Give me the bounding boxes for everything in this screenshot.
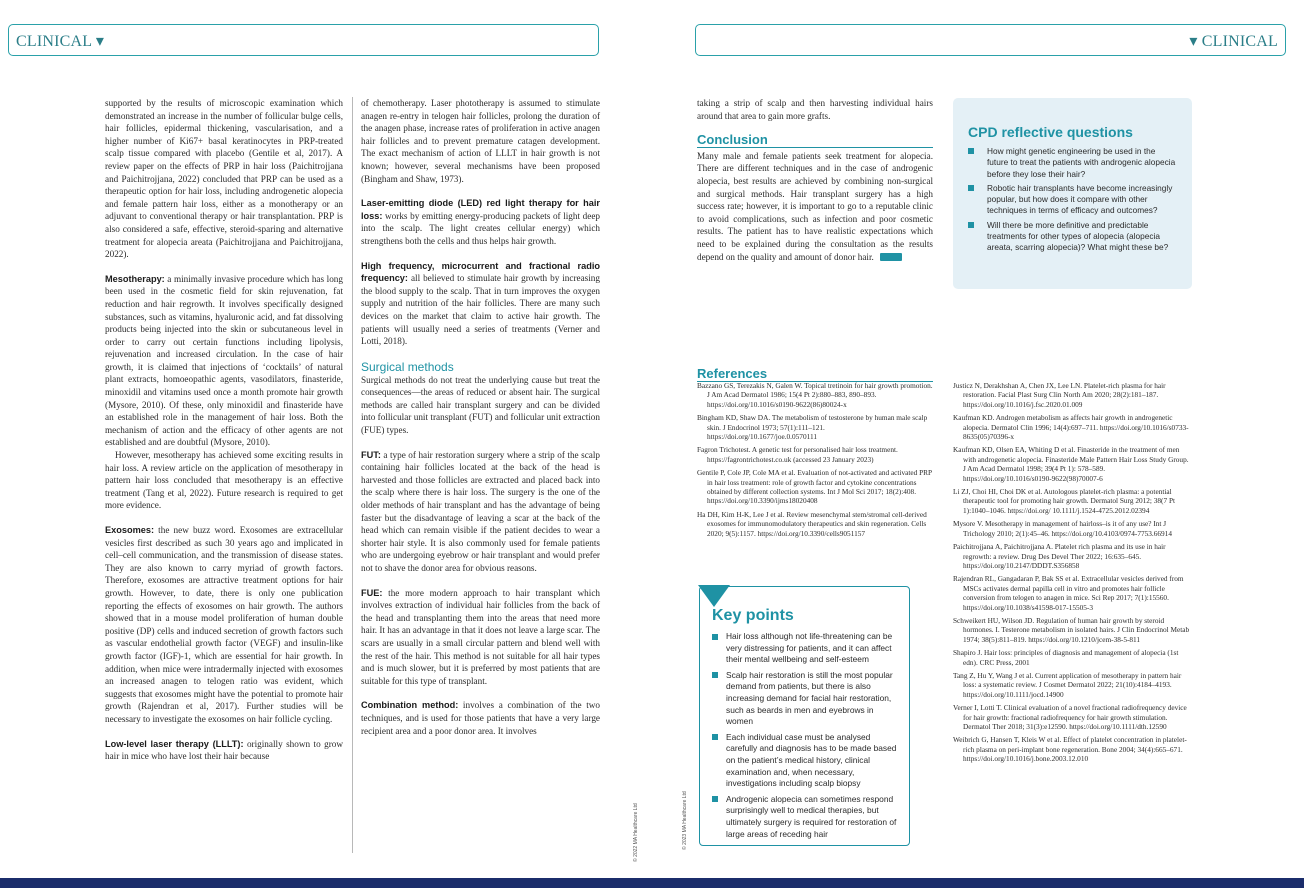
square-bullet-icon [968, 148, 974, 154]
exosomes-text: the new buzz word. Exosomes are extracellular vesicles first described as such 30 years ago and implicated in cell–cell communication, and the transmission of disease states. They are also known to carry myriad of growth factors. Therefore, exosomes are attractive treatment options for hair growth. However, to date, there is only one publication reporting the effects of exosomes on hair growth. The authors showed that in a mouse model proliferation of human double positive (DP) cells and induced secretion of growth factors such as vascular endothelial growth factor (VEGF) and insulin-like growth factor (IGF)-1, which are essential for hair growth. In addition, when mice were intradermally injected with exosomes an increased anagen to telogen ratio was evident, which suggests that exosomes might have the potential to promote hair growth (Rajendran et al, 2017). Further studies will be necessary to investigate the exosomes on hair follicle cycling. [105, 525, 343, 724]
reference-item: Tang Z, Hu Y, Wang J et al. Current application of mesotherapy in pattern hair loss: a systematic review. J Cosmet Dermatol 2022; 21(10):4184–4193. https://doi.org/10.1111/jocd.14900 [953, 670, 1182, 699]
reference-item: Kaufman KD, Olsen EA, Whiting D et al. Finasteride in the treatment of men with androgenetic alopecia. Finasteride Male Pattern Hair Loss Study Group. J Am Acad Dermatol 1998; 39(4 Pt 1): 578–589. https://doi.org/10.1016/s0190-9622(98)70007-6 [953, 445, 1189, 483]
fut-text: a type of hair restoration surgery where a strip of the scalp containing hair follicles located at the back of the head is harvested and those follicles are extracted and placed back into the scalp where there is hair loss. The surgery is the one of the older methods of hair transplant and has the advantage of being faster but the disadvantage of leaving a scar at the back of the head which can remain visible if the patient decides to wear a shorter hair style. It is also commonly used for female patients who are undergoing eyebrow or hair transplant and would prefer not to shave the donor area for obvious reasons. [361, 449, 600, 573]
square-bullet-icon [968, 222, 974, 228]
mesotherapy-text: a minimally invasive procedure which has long been used in the cosmetic field for skin rejuvenation, fat reduction and hair regrowth. It involves specifically designed substances, such as vitamins, hyaluronic acid, and fat dissolving products being injected into the skin or subcutaneous level in order to carry out certain functions including lipolysis, rejuvenation and increased circulation. In the case of hair growth, it is claimed that injections of ‘cocktails’ of natural plant extracts, homoeopathic agents, vasodilators, finasteride, minoxidil and vitamins used once a month promote hair growth (Mysore, 2010). Of these, only minoxidil and finasteride have an established role in the management of hair loss. Both the mechanism of action and the efficacy of other agents are not established and are doubtful (Mysore, 2010). [105, 273, 343, 448]
reference-item: Rajendran RL, Gangadaran P, Bak SS et al. Extracellular vesicles derived from MSCs activates dermal papilla cell in vitro and promotes hair follicle conversion from telogen to anagen in mice. Sci Rep 2017; 7(1):15560. https://doi.org/10.1038/s41598-017-15505-3 [953, 574, 1184, 612]
paragraph-lllt [105, 738, 343, 763]
heading-surgical-methods: Surgical methods [361, 359, 454, 374]
heading-conclusion: Conclusion [697, 134, 933, 148]
square-bullet-icon [712, 672, 718, 678]
column-divider [352, 97, 353, 853]
reference-item: Paichitrojjana A, Paichitrojjana A. Platelet rich plasma and its use in hair regrowth: a review. Drug Des Devel Ther 2022; 16:635–645. https://doi.org/10.2147/DDDT.S356858 [953, 542, 1166, 570]
heading-high-frequency: High frequency, microcurrent and fractional radio frequency: [361, 260, 600, 284]
cpd-reflective-questions-box [953, 98, 1192, 289]
paragraph-exosomes [105, 524, 343, 726]
heading-fut: FUT: [361, 449, 381, 460]
key-points-triangle-icon [698, 585, 730, 607]
key-points-list [712, 631, 901, 840]
cpd-question: Will there be more definitive and predictable treatments for other types of alopecia (alopecia areata, scarring alopecia)? What might these be? [968, 220, 1178, 254]
lllt-text: originally shown to grow hair in mice who have lost their hair because [105, 738, 343, 762]
reference-item: Kaufman KD. Androgen metabolism as affects hair growth in androgenetic alopecia. Dermatol Clin 1996; 14(4):697–711. https://doi.org/10.1016/s0733-8635(05)70396-x [953, 413, 1189, 442]
heading-exosomes: Exosomes: [105, 525, 155, 535]
heading-lllt: Low-level laser therapy (LLLT): [105, 738, 244, 749]
paragraph-fut [361, 449, 600, 575]
references-right-column [953, 381, 1192, 768]
key-points-box [699, 586, 910, 846]
paragraph-prp: supported by the results of microscopic examination which demonstrated an increase in the number of follicular bulge cells, hair follicles, epidermal thickening, vascularisation, and a higher number of Ki67+ basal keratinocytes in PRP-treated scalp tissue compared with placebo (Gentile et al, 2017). A review paper on the effects of PRP in hair loss (Paichitrojjana and Paichitrojjana, 2022) concluded that PRP can be used as a therapeutic option for hair loss, including androgenetic alopecia and female pattern hair loss, either as a monotherapy or an adjuvant to conventional therapy or hair transplantation. PRP is also considered a safe, effective, steroid-sparing and alternative treatment for alopecia areata (Paichitrojjana and Paichitrojjana, 2022). [105, 98, 343, 260]
heading-mesotherapy: Mesotherapy: [105, 273, 165, 284]
copyright-notice-left: © 2022 MA Healthcare Ltd [633, 803, 639, 862]
section-header-left [8, 24, 599, 56]
conclusion-text: Many male and female patients seek treatment for alopecia. There are different techniques and in the case of androgenic alopecia, best results are achieved by combining non-surgical and surgical methods. Hair transplant surgery has a high success rate; however, it is important to go to a reputable clinic to avoid complications, such as infection and poor cosmetic results. The patient has to have realistic expectations which need to be explained during the consultation as the results depend on the quality and amount of donor hair. [697, 150, 933, 262]
paragraph-mesotherapy [105, 273, 343, 449]
article-column-2 [361, 97, 600, 737]
paragraph-fue [361, 587, 600, 688]
heading-led: Laser-emitting diode (LED) red light therapy for hair loss: [361, 198, 600, 221]
reference-item: Shapiro J. Hair loss: principles of diagnosis and management of alopecia (1st edn). CRC Press, 2001 [953, 648, 1179, 667]
section-label-clinical: ▾ CLINICAL [1189, 33, 1278, 50]
article-column-1 [105, 97, 343, 763]
paragraph-combination [361, 699, 600, 737]
paragraph-strip-harvest: taking a strip of scalp and then harvesting individual hairs around that area to gain more grafts. [697, 98, 933, 121]
reference-item: Justicz N, Derakhshan A, Chen JX, Lee LN. Platelet-rich plasma for hair restoration. Facial Plast Surg Clin North Am 2020; 28(2):181–187. https://doi.org/10.1016/j.fsc.2020.01.009 [953, 381, 1166, 409]
heading-fue: FUE: [361, 587, 383, 598]
square-bullet-icon [712, 634, 718, 640]
fue-text: the more modern approach to hair transplant which involves extraction of individual hair follicles from the back of the head and transplanting them into the areas that need more hair. It has an advantage in that it does not leave a large scar. The scars are usually in a small circular pattern and blend well with the rest of the hair. This method is not suitable for all hair types and is much slower, but it is preferred by most patients that are suitable for this type of transplant. [361, 587, 600, 686]
cpd-title: CPD reflective questions [968, 124, 1133, 140]
reference-item: Schweikert HU, Wilson JD. Regulation of human hair growth by steroid hormones. I. Testerone metabolism in isolated hairs. J Clin Endocrinol Metab 1974; 38(5):811–819. https://doi.org/10.1210/jcem-38-5-811 [953, 615, 1190, 644]
reference-item: Mysore V. Mesotherapy in management of hairloss–is it of any use? Int J Trichology 2010; 2(1):45–46. https://doi.org/10.4103/0974-7753.66914 [953, 519, 1172, 538]
key-point: Hair loss although not life-threatening can be very distressing for patients, and it can affect their mental wellbeing and self-esteem [712, 631, 901, 666]
paragraph-led [361, 197, 600, 247]
square-bullet-icon [712, 796, 718, 802]
heading-references: References [697, 366, 933, 382]
paragraph-high-frequency [361, 260, 600, 348]
reference-item: Bingham KD, Shaw DA. The metabolism of testosterone by human male scalp skin. J Endocrinol 1973; 57(1):111–121. https://doi.org/10.1677/joe.0.0570111 [697, 413, 928, 442]
copyright-notice-right: © 2023 MA Healthcare Ltd [682, 791, 688, 850]
reference-item: Bazzano GS, Terezakis N, Galen W. Topical tretinoin for hair growth promotion. J Am Acad Dermatol 1986; 15(4 Pt 2):880–883, 890–893. https://doi.org/10.1016/s0190-9622(86)80024-x [697, 381, 933, 409]
reference-item: Li ZJ, Choi HI, Choi DK et al. Autologous platelet-rich plasma: a potential therapeutic tool for promoting hair growth. Dermatol Surg 2012; 38(7 Pt 1):1040–1046. https://doi.org/ 10.1111/j.1524-4725.2012.02394 [953, 487, 1176, 515]
high-frequency-text: all believed to stimulate hair growth by increasing the blood supply to the scalp. That in turn improves the oxygen supply and nutrition of the hair follicles. There are many such devices on the market that claim to active hair growth. The patients will usually need a series of treatments (Verner and Lotti, 2018). [361, 273, 600, 347]
paragraph-mesotherapy-results: However, mesotherapy has achieved some exciting results in hair loss. A review article on the application of mesotherapy in pattern hair loss concluded that mesotherapy is an effective treatment (Tang et al, 2022). Future research is required to get more evidence. [105, 450, 343, 511]
reference-item: Fagron Trichotest. A genetic test for personalised hair loss treatment. https://fagrontrichotest.co.uk (accessed 23 January 2023) [697, 445, 898, 464]
references-left-column [697, 381, 933, 542]
bottom-band [0, 878, 1304, 888]
cpd-question: Robotic hair transplants have become increasingly popular, but how does it compare with other techniques in terms of efficacy and outcomes? [968, 183, 1178, 217]
key-point: Androgenic alopecia can sometimes respond surprisingly well to medical therapies, but ultimately surgery is required for restoration of large areas of receding hair [712, 794, 901, 840]
section-header-right [695, 24, 1286, 56]
square-bullet-icon [968, 185, 974, 191]
section-label-clinical: CLINICAL ▾ [16, 33, 105, 50]
reference-item: Ha DH, Kim H-K, Lee J et al. Review mesenchymal stem/stromal cell-derived exosomes for immunomodulatory therapeutics and skin regeneration. Cells 2020; 9(5):1157. https://doi.org/10.3390/cells9051157 [697, 509, 927, 538]
key-points-title: Key points [712, 607, 794, 624]
end-of-article-icon [880, 253, 902, 261]
cpd-question-list [968, 146, 1178, 254]
paragraph-laser-phototherapy: of chemotherapy. Laser phototherapy is assumed to stimulate anagen re-entry in telogen hair follicles, prolong the duration of the anagen phase, increase rates of proliferation in active anagen hair follicles and to prevent premature catagen development. The exact mechanism of action of LLLT in hair growth is not known; however, several mechanisms have been proposed (Bingham and Shaw, 1973). [361, 98, 600, 184]
key-point: Scalp hair restoration is still the most popular demand from patients, but there is also increasing demand for facial hair restoration, such as beards in men and eyebrows in women [712, 670, 901, 728]
heading-combination: Combination method: [361, 700, 459, 711]
reference-item: Verner I, Lotti T. Clinical evaluation of a novel fractional radiofrequency device for hair growth: fractional radiofrequency for hair growth stimulation. Dermatol Ther 2018; 31(3):e12590. https://doi.org/10.1111/dth.12590 [953, 703, 1187, 731]
article-column-3 [697, 97, 933, 263]
paragraph-conclusion [697, 150, 933, 263]
led-text: works by emitting energy-producing packets of light deep into the scalp. The light creates cellular energy) which strengthens both the cells and thus helps hair growth. [361, 210, 600, 246]
combination-text: involves a combination of the two techniques, and is used for those patients that have a very large recipient area and a poor donor area. It involves [361, 700, 600, 736]
square-bullet-icon [712, 734, 718, 740]
reference-item: Gentile P, Cole JP, Cole MA et al. Evaluation of not-activated and activated PRP in hair loss treatment: role of growth factor and cytokine concentrations obtained by different collection systems. Int J Mol Sci 2017; 18(2):408. https://doi.org/10.3390/ijms18020408 [697, 468, 932, 506]
key-point: Each individual case must be analysed carefully and diagnosis has to be made based on the patient’s medical history, clinical examination and, when necessary, investigations including scalp biopsy [712, 732, 901, 790]
paragraph-surgical-methods: Surgical methods do not treat the underlying cause but treat the consequences—the areas of reduced or absent hair. The surgical methods are called hair transplant surgery and can be divided into follicular unit transplant (FUT) and follicular unit extraction (FUE) types. [361, 374, 600, 436]
reference-item: Weibrich G, Hansen T, Kleis W et al. Effect of platelet concentration in platelet-rich plasma on peri-implant bone regeneration. Bone 2004; 34(4):665–671. https://doi.org/10.1016/j.bone.2003.12.010 [953, 735, 1187, 764]
cpd-question: How might genetic engineering be used in the future to treat the patients with androgenic alopecia before they lose their hair? [968, 146, 1178, 180]
